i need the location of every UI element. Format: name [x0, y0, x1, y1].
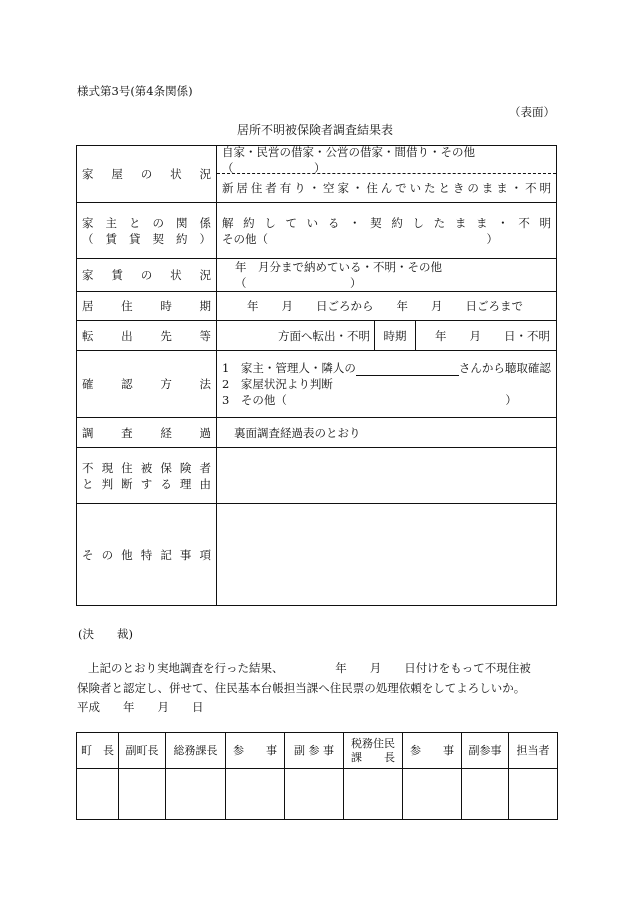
label-confirm-method: 確認方法 — [82, 377, 211, 391]
label-reason: と判断する理由 — [82, 476, 211, 491]
label-other-notes: その他特記事項 — [82, 547, 211, 562]
document-title: 居所不明被保険者調査結果表 — [236, 123, 393, 137]
row-moved-to — [77, 321, 557, 351]
moved-time-text: 年 月 日・不明 — [435, 328, 550, 343]
confirm-item-1: 1 家主・管理人・隣人の さんから聴取確認 — [222, 361, 551, 375]
stamp-box — [344, 769, 403, 820]
row-residence-period — [77, 292, 557, 321]
row-landlord-relation — [77, 203, 557, 259]
decision-heading: (決 裁) — [78, 627, 133, 641]
stamp-header-deputy-mayor: 副町長 — [119, 733, 166, 769]
stamp-box — [509, 769, 558, 820]
house-status-options: 自家・民営の借家・公営の借家・間借り・その他（ ） — [222, 144, 475, 175]
label-nonresident: 不現住被保険者 — [82, 460, 211, 475]
stamp-box — [166, 769, 226, 820]
label-time: 時期 — [375, 321, 416, 350]
stamp-box — [285, 769, 344, 820]
stamp-header-councilor-2: 参 事 — [403, 733, 462, 769]
label-residence-period: 居住時期 — [82, 299, 211, 313]
label-survey-process: 調査経過 — [82, 425, 211, 440]
stamp-header-row — [77, 733, 558, 769]
label-landlord-relation: 家主との関係 — [82, 215, 211, 230]
stamp-seal-row — [77, 769, 558, 820]
stamp-header-deputy-councilor: 副 参 事 — [285, 733, 344, 769]
row-nonresident-reason — [77, 448, 557, 504]
stamp-box — [403, 769, 462, 820]
label-house-status: 家屋の状況 — [82, 167, 211, 181]
row-other-notes — [77, 504, 557, 606]
lease-options: 解約している・契約したまま・不明 — [222, 215, 551, 230]
stamp-header-tax-residents-chief: 税務住民 課 長 — [344, 733, 403, 769]
approval-stamp-table — [76, 732, 558, 820]
stamp-box — [462, 769, 509, 820]
survey-process-text: 裏面調査経過表のとおり — [234, 425, 361, 440]
moved-to-text: 方面へ転出・不明 — [217, 321, 375, 350]
label-lease-contract: （賃貸契約） — [82, 231, 211, 246]
stamp-box — [226, 769, 285, 820]
stamp-header-mayor: 町 長 — [77, 733, 119, 769]
lease-other: その他（ ） — [222, 231, 498, 246]
row-house-status — [77, 146, 557, 203]
decision-paragraph-line1: 上記のとおり実地調査を行った結果、 年 月 日付けをもって不現住被 — [88, 661, 531, 675]
form-number: 様式第3号(第4条関係) — [77, 84, 193, 98]
house-occupancy-options: 新居住者有り・空家・住んでいたときのまま・不明 — [222, 181, 551, 195]
row-survey-process — [77, 418, 557, 448]
stamp-header-general-affairs-chief: 総務課長 — [166, 733, 226, 769]
stamp-header-councilor: 参 事 — [226, 733, 285, 769]
stamp-header-person-in-charge: 担当者 — [509, 733, 558, 769]
decision-paragraph-line2: 保険者と認定し、併せて、住民基本台帳担当課へ住民票の処理依頼をしてよろしいか。 — [77, 681, 526, 695]
stamp-box — [77, 769, 119, 820]
row-rent-status — [77, 259, 557, 292]
label-rent-status: 家賃の状況 — [82, 268, 211, 282]
rent-status-options: 年 月分まで納めている・不明・その他（ ） — [235, 260, 442, 290]
row-confirm-method — [77, 351, 557, 418]
residence-period-text: 年 月 日ごろから 年 月 日ごろまで — [247, 299, 523, 313]
name-blank-line — [356, 363, 459, 376]
label-moved-to: 転出先等 — [82, 328, 211, 343]
confirm-item-2: 2 家屋状況より判断 — [222, 377, 333, 391]
stamp-header-deputy-councilor-2: 副参事 — [462, 733, 509, 769]
front-side-label: （表面） — [509, 105, 555, 119]
decision-date: 平成 年 月 日 — [77, 700, 204, 714]
survey-table — [76, 145, 557, 606]
confirm-item-3: 3 その他（ ） — [222, 393, 517, 407]
stamp-box — [119, 769, 166, 820]
